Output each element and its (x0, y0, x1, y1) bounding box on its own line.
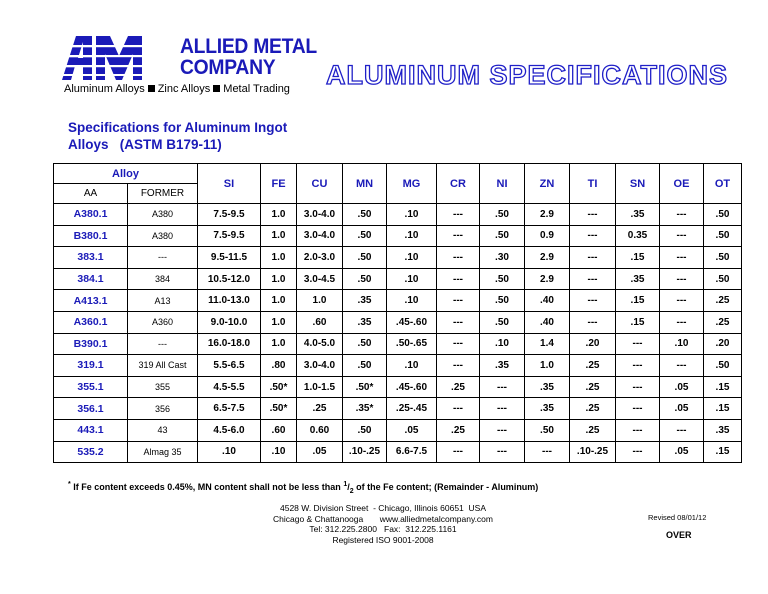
value-cell: --- (616, 355, 660, 377)
value-cell: .45-.60 (387, 311, 437, 333)
value-cell: .35 (525, 376, 570, 398)
value-cell: --- (570, 204, 616, 226)
value-cell: --- (437, 355, 480, 377)
value-cell: 0.9 (525, 225, 570, 247)
table-row (54, 419, 742, 441)
value-cell: .50 (480, 290, 525, 312)
value-cell: --- (437, 333, 480, 355)
table-row (54, 398, 742, 420)
square-bullet-icon (148, 85, 155, 92)
value-cell: .80 (261, 355, 297, 377)
value-cell: 1.0 (297, 290, 343, 312)
table-row (54, 441, 742, 463)
value-cell: 1.0 (261, 333, 297, 355)
value-cell: --- (616, 419, 660, 441)
value-cell: 0.35 (616, 225, 660, 247)
alloy-aa-cell: 355.1 (54, 376, 128, 398)
value-cell: .10-.25 (343, 441, 387, 463)
fraction-numerator: 1 (343, 481, 348, 488)
value-cell: --- (437, 225, 480, 247)
value-cell: .25 (570, 376, 616, 398)
value-cell: --- (660, 247, 704, 269)
company-logo-icon (62, 36, 172, 80)
value-cell: .50 (704, 225, 742, 247)
value-cell: .35 (616, 204, 660, 226)
value-cell: .50 (343, 355, 387, 377)
value-cell: --- (660, 225, 704, 247)
value-cell: .50 (343, 268, 387, 290)
value-cell: .25 (570, 355, 616, 377)
value-cell: .10 (387, 290, 437, 312)
value-cell: .10 (261, 441, 297, 463)
locations-website-line: Chicago & Chattanooga www.alliedmetalcompany.com (272, 513, 493, 524)
value-cell: 2.9 (525, 268, 570, 290)
alloy-aa-cell: 319.1 (54, 355, 128, 377)
column-header: MN (343, 164, 387, 204)
value-cell: 7.5-9.5 (198, 204, 261, 226)
value-cell: .15 (704, 398, 742, 420)
alloy-aa-cell: 443.1 (54, 419, 128, 441)
value-cell: --- (660, 290, 704, 312)
value-cell: 1.0 (261, 204, 297, 226)
alloy-former-cell: --- (128, 247, 198, 269)
value-cell: --- (480, 398, 525, 420)
value-cell: .35 (616, 268, 660, 290)
alloy-aa-cell: 384.1 (54, 268, 128, 290)
value-cell: .40 (525, 311, 570, 333)
value-cell: .05 (387, 419, 437, 441)
value-cell: .35 (525, 398, 570, 420)
value-cell: 16.0-18.0 (198, 333, 261, 355)
value-cell: --- (437, 204, 480, 226)
former-header: FORMER (128, 184, 198, 204)
page-title: ALUMINUM SPECIFICATIONS (326, 60, 728, 90)
company-address-block (258, 503, 508, 545)
specifications-table-body (54, 204, 742, 463)
value-cell: --- (660, 268, 704, 290)
column-header: ZN (525, 164, 570, 204)
registration-line: Registered ISO 9001-2008 (332, 534, 434, 545)
alloy-aa-cell: 383.1 (54, 247, 128, 269)
alloy-aa-cell: B390.1 (54, 333, 128, 355)
value-cell: --- (570, 225, 616, 247)
value-cell: --- (660, 311, 704, 333)
tagline (64, 83, 290, 95)
value-cell: .15 (704, 441, 742, 463)
value-cell: 1.0 (261, 290, 297, 312)
square-bullet-icon (213, 85, 220, 92)
value-cell: .05 (660, 441, 704, 463)
value-cell: --- (525, 441, 570, 463)
value-cell: .50 (704, 268, 742, 290)
value-cell: --- (437, 247, 480, 269)
value-cell: --- (570, 290, 616, 312)
value-cell: 6.5-7.5 (198, 398, 261, 420)
alloy-former-cell: 355 (128, 376, 198, 398)
value-cell: .50 (480, 311, 525, 333)
value-cell: --- (437, 268, 480, 290)
value-cell: --- (660, 419, 704, 441)
value-cell: 4.0-5.0 (297, 333, 343, 355)
value-cell: .50 (704, 204, 742, 226)
column-header: SI (198, 164, 261, 204)
company-name (180, 36, 317, 78)
value-cell: .50 (343, 225, 387, 247)
value-cell: 7.5-9.5 (198, 225, 261, 247)
alloy-aa-cell: A413.1 (54, 290, 128, 312)
value-cell: .10 (480, 333, 525, 355)
value-cell: .10-.25 (570, 441, 616, 463)
value-cell: 4.5-5.5 (198, 376, 261, 398)
value-cell: .30 (480, 247, 525, 269)
fraction-denominator: 2 (349, 487, 354, 495)
value-cell: .25 (437, 419, 480, 441)
column-header: OT (704, 164, 742, 204)
value-cell: 1.0 (261, 225, 297, 247)
alloy-former-cell: 43 (128, 419, 198, 441)
value-cell: 9.5-11.5 (198, 247, 261, 269)
value-cell: --- (570, 311, 616, 333)
column-header: TI (570, 164, 616, 204)
alloy-former-cell: A13 (128, 290, 198, 312)
value-cell: --- (616, 398, 660, 420)
table-row (54, 204, 742, 226)
value-cell: .15 (616, 247, 660, 269)
value-cell: .10 (660, 333, 704, 355)
value-cell: .20 (570, 333, 616, 355)
value-cell: --- (616, 441, 660, 463)
footnote-asterisk: * (68, 481, 71, 488)
value-cell: --- (480, 441, 525, 463)
value-cell: 6.6-7.5 (387, 441, 437, 463)
table-row (54, 225, 742, 247)
column-header: CU (297, 164, 343, 204)
alloy-former-cell: Almag 35 (128, 441, 198, 463)
value-cell: .05 (660, 376, 704, 398)
value-cell: .20 (704, 333, 742, 355)
value-cell: .35 (480, 355, 525, 377)
alloy-former-cell: 356 (128, 398, 198, 420)
footnote-text-a: If Fe content exceeds 0.45%, MN content shall not be less than (70, 482, 344, 492)
value-cell: 1.0 (525, 355, 570, 377)
value-cell: 3.0-4.0 (297, 355, 343, 377)
alloy-former-cell: A380 (128, 204, 198, 226)
value-cell: .50 (704, 247, 742, 269)
value-cell: .10 (387, 204, 437, 226)
value-cell: --- (480, 419, 525, 441)
value-cell: .50 (343, 247, 387, 269)
value-cell: .35 (343, 311, 387, 333)
value-cell: --- (570, 247, 616, 269)
alloy-aa-cell: 356.1 (54, 398, 128, 420)
footnote: * If Fe content exceeds 0.45%, MN content shall not be less than $^1/_2$ of the Fe content; (Remainder - Aluminum) (68, 481, 539, 495)
column-header: MG (387, 164, 437, 204)
value-cell: .10 (198, 441, 261, 463)
value-cell: .50 (704, 355, 742, 377)
value-cell: .25-.45 (387, 398, 437, 420)
value-cell: 5.5-6.5 (198, 355, 261, 377)
value-cell: --- (437, 441, 480, 463)
alloy-former-cell: --- (128, 333, 198, 355)
alloy-aa-cell: A360.1 (54, 311, 128, 333)
company-name-line1: ALLIED METAL (180, 35, 317, 58)
value-cell: .50 (480, 204, 525, 226)
value-cell: --- (616, 333, 660, 355)
footnote-text-b: of the Fe content; (Remainder - Aluminum) (353, 482, 539, 492)
table-row (54, 355, 742, 377)
value-cell: .50* (343, 376, 387, 398)
value-cell: .25 (570, 419, 616, 441)
value-cell: --- (660, 355, 704, 377)
value-cell: .50* (261, 376, 297, 398)
document-subtitle (68, 119, 287, 153)
value-cell: 11.0-13.0 (198, 290, 261, 312)
value-cell: .50 (343, 204, 387, 226)
table-row (54, 290, 742, 312)
value-cell: .15 (704, 376, 742, 398)
alloy-aa-cell: A380.1 (54, 204, 128, 226)
table-row (54, 247, 742, 269)
value-cell: .10 (387, 268, 437, 290)
value-cell: .05 (660, 398, 704, 420)
value-cell: .60 (261, 419, 297, 441)
value-cell: .05 (297, 441, 343, 463)
subtitle-line1: Specifications for Aluminum Ingot (68, 120, 288, 135)
value-cell: .40 (525, 290, 570, 312)
value-cell: .60 (297, 311, 343, 333)
value-cell: --- (437, 311, 480, 333)
phone-fax-line: Tel: 312.225.2800 Fax: 312.225.1161 (309, 524, 457, 534)
tagline-trading: Metal Trading (223, 83, 290, 95)
value-cell: .35 (704, 419, 742, 441)
value-cell: .25 (437, 376, 480, 398)
value-cell: 2.9 (525, 247, 570, 269)
specifications-table (53, 163, 742, 463)
value-cell: .50 (480, 225, 525, 247)
value-cell: 1.0 (261, 311, 297, 333)
tagline-aluminum: Aluminum Alloys (64, 83, 145, 95)
value-cell: 1.4 (525, 333, 570, 355)
value-cell: --- (616, 376, 660, 398)
value-cell: .50 (343, 419, 387, 441)
value-cell: 0.60 (297, 419, 343, 441)
alloy-former-cell: 384 (128, 268, 198, 290)
value-cell: --- (480, 376, 525, 398)
column-header: SN (616, 164, 660, 204)
address-line: 4528 W. Division Street - Chicago, Illinois 60651 USA (280, 503, 486, 513)
value-cell: --- (437, 398, 480, 420)
table-row (54, 333, 742, 355)
value-cell: 3.0-4.0 (297, 204, 343, 226)
value-cell: .25 (704, 311, 742, 333)
value-cell: --- (660, 204, 704, 226)
value-cell: --- (570, 268, 616, 290)
value-cell: .50-.65 (387, 333, 437, 355)
alloy-former-cell: 319 All Cast (128, 355, 198, 377)
aa-header: AA (54, 184, 128, 204)
value-cell: 3.0-4.5 (297, 268, 343, 290)
value-cell: .10 (387, 247, 437, 269)
column-header: FE (261, 164, 297, 204)
table-row (54, 268, 742, 290)
column-header: NI (480, 164, 525, 204)
value-cell: 1.0 (261, 247, 297, 269)
value-cell: .10 (387, 355, 437, 377)
value-cell: .35* (343, 398, 387, 420)
revised-date: Revised 08/01/12 (648, 513, 707, 522)
value-cell: 2.0-3.0 (297, 247, 343, 269)
value-cell: .10 (387, 225, 437, 247)
value-cell: .50* (261, 398, 297, 420)
column-header: OE (660, 164, 704, 204)
value-cell: .45-.60 (387, 376, 437, 398)
value-cell: --- (437, 290, 480, 312)
value-cell: .25 (704, 290, 742, 312)
column-header: CR (437, 164, 480, 204)
table-row (54, 376, 742, 398)
value-cell: 10.5-12.0 (198, 268, 261, 290)
value-cell: .25 (570, 398, 616, 420)
value-cell: 1.0-1.5 (297, 376, 343, 398)
value-cell: .35 (343, 290, 387, 312)
value-cell: 1.0 (261, 268, 297, 290)
value-cell: 9.0-10.0 (198, 311, 261, 333)
value-cell: .25 (297, 398, 343, 420)
value-cell: 3.0-4.0 (297, 225, 343, 247)
value-cell: 2.9 (525, 204, 570, 226)
subtitle-line2: Alloys (ASTM B179-11) (68, 137, 222, 152)
value-cell: .15 (616, 311, 660, 333)
alloy-aa-cell: B380.1 (54, 225, 128, 247)
alloy-header: Alloy (54, 164, 198, 184)
value-cell: .15 (616, 290, 660, 312)
value-cell: .50 (480, 268, 525, 290)
company-name-line2: COMPANY (180, 56, 276, 79)
value-cell: 4.5-6.0 (198, 419, 261, 441)
tagline-zinc: Zinc Alloys (157, 83, 211, 95)
alloy-aa-cell: 535.2 (54, 441, 128, 463)
table-row (54, 311, 742, 333)
alloy-former-cell: A360 (128, 311, 198, 333)
value-cell: .50 (343, 333, 387, 355)
value-cell: .50 (525, 419, 570, 441)
over-label: OVER (666, 530, 692, 540)
alloy-former-cell: A380 (128, 225, 198, 247)
